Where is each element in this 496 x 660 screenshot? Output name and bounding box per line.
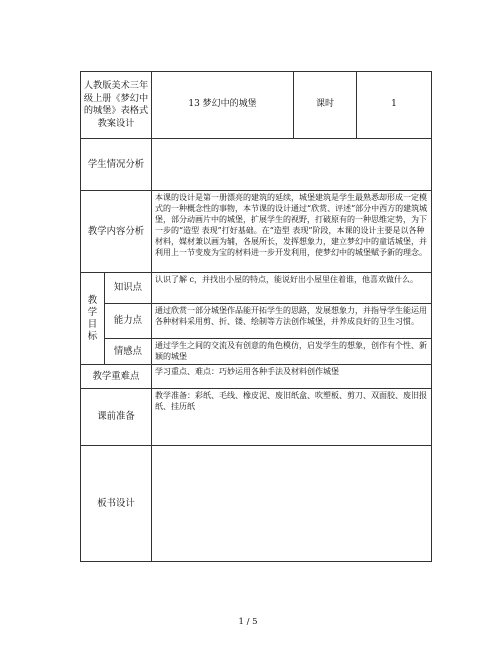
goals-char-3: 目 [87, 318, 98, 330]
knowledge-label: 知识点 [105, 273, 152, 304]
key-points-label: 教学重难点 [81, 365, 152, 389]
board-design-label: 板书设计 [81, 446, 152, 562]
knowledge-text: 认识了解 c，并找出小屋的特点，能说好出小屋里住着谁，他喜欢做什么。 [152, 273, 432, 304]
lesson-title: 13 梦幻中的城堡 [152, 72, 294, 139]
content-analysis-label: 教学内容分析 [81, 191, 152, 273]
content-analysis-text: 本课的设计是第一册漂亮的建筑的延续，城堡建筑是学生最熟悉却形成一定模式的一种概念性的事物，本节课的设计通过“欣赏、评述”部分中西方的建筑城堡，部分动画片中的城堡，扩展学生的视野，打破原有的一种思维定势，为下一步的“造型 表现”打好基础。在“造型 表现”阶段，本课的设计主要是以各种材料，媒材兼以画为辅，各展所长，发挥想象力，建立梦幻中的童话城堡，并利用上一节变废为宝的材料进一步开发利用，使梦幻中的城堡赋予新的理念。 [152, 191, 432, 273]
ability-label: 能力点 [105, 304, 152, 339]
ability-text: 通过欣赏一部分城堡作品能开拓学生的思路，发展想象力，并指导学生能运用各种材料采用剪、折、镂、绘制等方法创作城堡，并养成良好的卫生习惯。 [152, 304, 432, 339]
student-analysis-text [152, 139, 432, 191]
period-value: 1 [357, 72, 432, 139]
prep-text: 教学准备：彩纸、毛线、橡皮泥、废旧纸盒、吹塑板、剪刀、双面胶、废旧报纸、挂历纸 [152, 389, 432, 446]
ability-row [81, 304, 432, 339]
key-points-text: 学习重点、难点：巧妙运用各种手法及材料创作城堡 [152, 365, 432, 389]
emotion-text: 通过学生之间的交流及有创意的角色模仿，启发学生的想象，创作有个性、新颖的城堡 [152, 339, 432, 365]
student-analysis-row [81, 139, 432, 191]
course-title: 人教版美术三年级上册《梦幻中的城堡》表格式教案设计 [81, 72, 152, 139]
header-row [81, 72, 432, 139]
goals-char-2: 学 [87, 306, 98, 318]
goals-char-4: 标 [87, 330, 98, 342]
page-indicator: 1 / 5 [238, 617, 258, 627]
prep-label: 课前准备 [81, 389, 152, 446]
board-design-row [81, 446, 432, 562]
emotion-row [81, 339, 432, 365]
content-analysis-row [81, 191, 432, 273]
student-analysis-label: 学生情况分析 [81, 139, 152, 191]
teaching-goals-label [81, 273, 105, 365]
lesson-plan-table [80, 71, 432, 562]
board-design-text [152, 446, 432, 562]
key-points-row [81, 365, 432, 389]
goals-char-1: 教 [87, 294, 98, 306]
prep-row [81, 389, 432, 446]
period-label: 课时 [294, 72, 357, 139]
emotion-label: 情感点 [105, 339, 152, 365]
knowledge-row [81, 273, 432, 304]
